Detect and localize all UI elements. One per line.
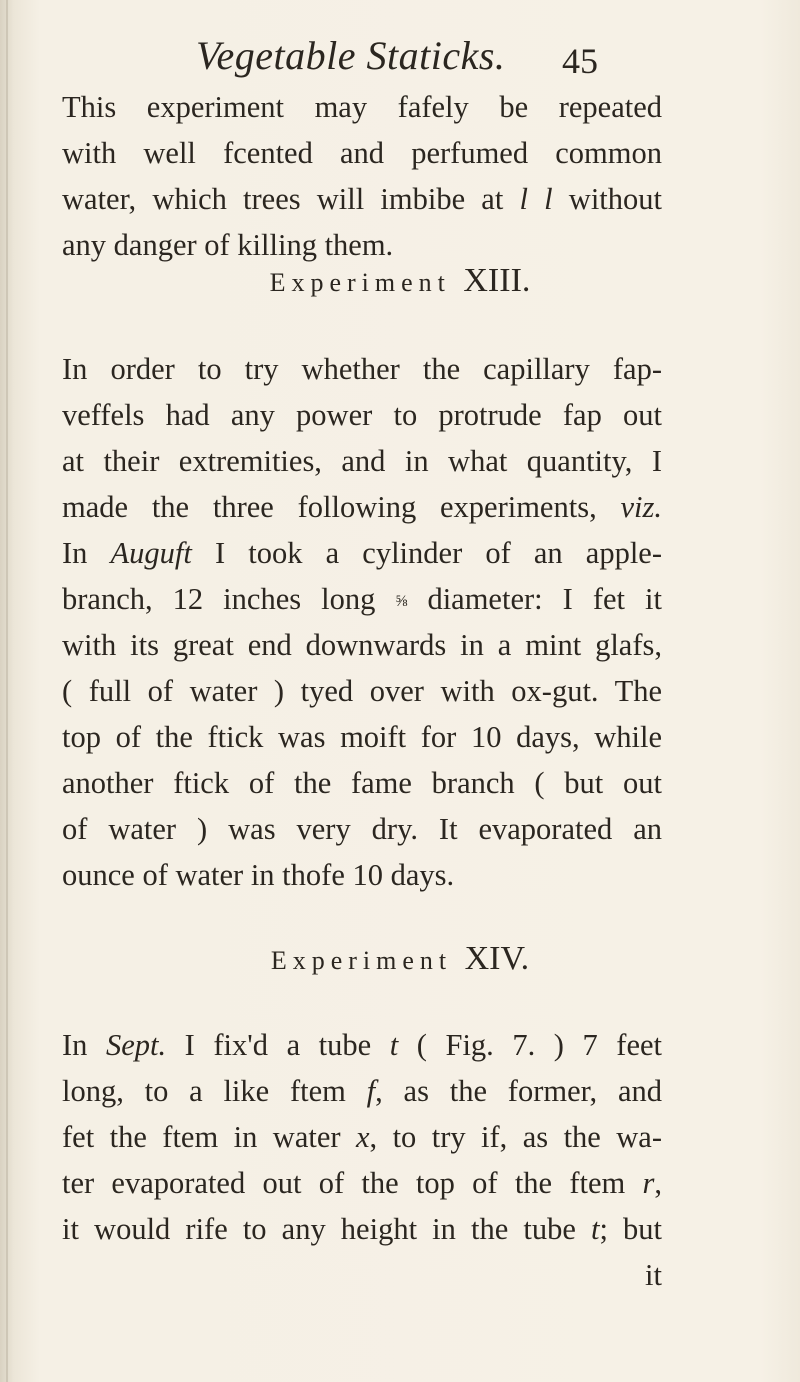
italic-var-f: f — [366, 1074, 376, 1108]
italic-var-r: r — [642, 1166, 655, 1200]
paragraph-intro — [62, 84, 662, 268]
text-line-composite: it would rife to any height in the tube t; but — [62, 1212, 663, 1246]
text-line: ( full of water ) tyed over with ox-gut. The — [62, 674, 662, 708]
experiment-14-heading — [0, 940, 800, 978]
text-line-composite: water, which trees will imbibe at l l without — [62, 182, 663, 216]
text-line: This experiment may fafely be repeated — [62, 90, 662, 124]
text-line: with well fcented and perfumed common — [62, 136, 662, 170]
italic-month: Auguft — [110, 536, 192, 570]
text-line-composite: In Sept. I fix'd a tube t ( Fig. 7. ) 7 feet — [62, 1028, 662, 1062]
text-line: ounce of water in thofe 10 days. — [62, 858, 455, 892]
italic-letters: l l — [519, 182, 553, 216]
text-line: top of the ftick was moift for 10 days, while — [62, 720, 662, 754]
italic-viz: viz. — [620, 490, 662, 524]
text-line: with its great end downwards in a mint glafs, — [62, 628, 662, 662]
text-line-composite: In Auguft I took a cylinder of an apple- — [62, 536, 662, 570]
page-header — [0, 28, 800, 88]
page-gutter — [6, 0, 8, 1382]
heading-number: XIII. — [463, 262, 531, 299]
italic-var-t: t — [389, 1028, 399, 1062]
text-line: of water ) was very dry. It evaporated an — [62, 812, 662, 846]
italic-var-t: t — [590, 1212, 600, 1246]
text-line-composite: branch, 12 inches long ⅝ diameter: I fet it — [62, 582, 662, 616]
text-line-composite: long, to a like ftem f, as the former, and — [62, 1074, 662, 1108]
fraction: ⅝ — [395, 593, 408, 610]
text-line-composite: fet the ftem in water x, to try if, as the wa- — [62, 1120, 663, 1154]
text-line: another ftick of the fame branch ( but out — [62, 766, 662, 800]
heading-number: XIV. — [464, 940, 530, 977]
catchword: it — [645, 1258, 662, 1292]
italic-month: Sept. — [105, 1028, 167, 1062]
experiment-13-heading — [0, 262, 800, 300]
heading-label: Experiment — [270, 946, 453, 975]
experiment-14-text — [62, 1022, 662, 1298]
page-number: 45 — [562, 41, 598, 81]
italic-var-x: x — [355, 1120, 370, 1154]
running-title: Vegetable Staticks. — [196, 33, 506, 78]
text-line: any danger of killing them. — [62, 228, 394, 262]
text-line-composite: ter evaporated out of the top of the ftem r, — [62, 1166, 662, 1200]
text-line: at their extremities, and in what quantity, I — [62, 444, 662, 478]
experiment-13-text — [62, 346, 662, 898]
text-line: veffels had any power to protrude fap out — [62, 398, 662, 432]
text-line-composite: made the three following experiments, viz. — [62, 490, 662, 524]
heading-label: Experiment — [269, 268, 451, 297]
text-line: In order to try whether the capillary fap- — [62, 352, 662, 386]
